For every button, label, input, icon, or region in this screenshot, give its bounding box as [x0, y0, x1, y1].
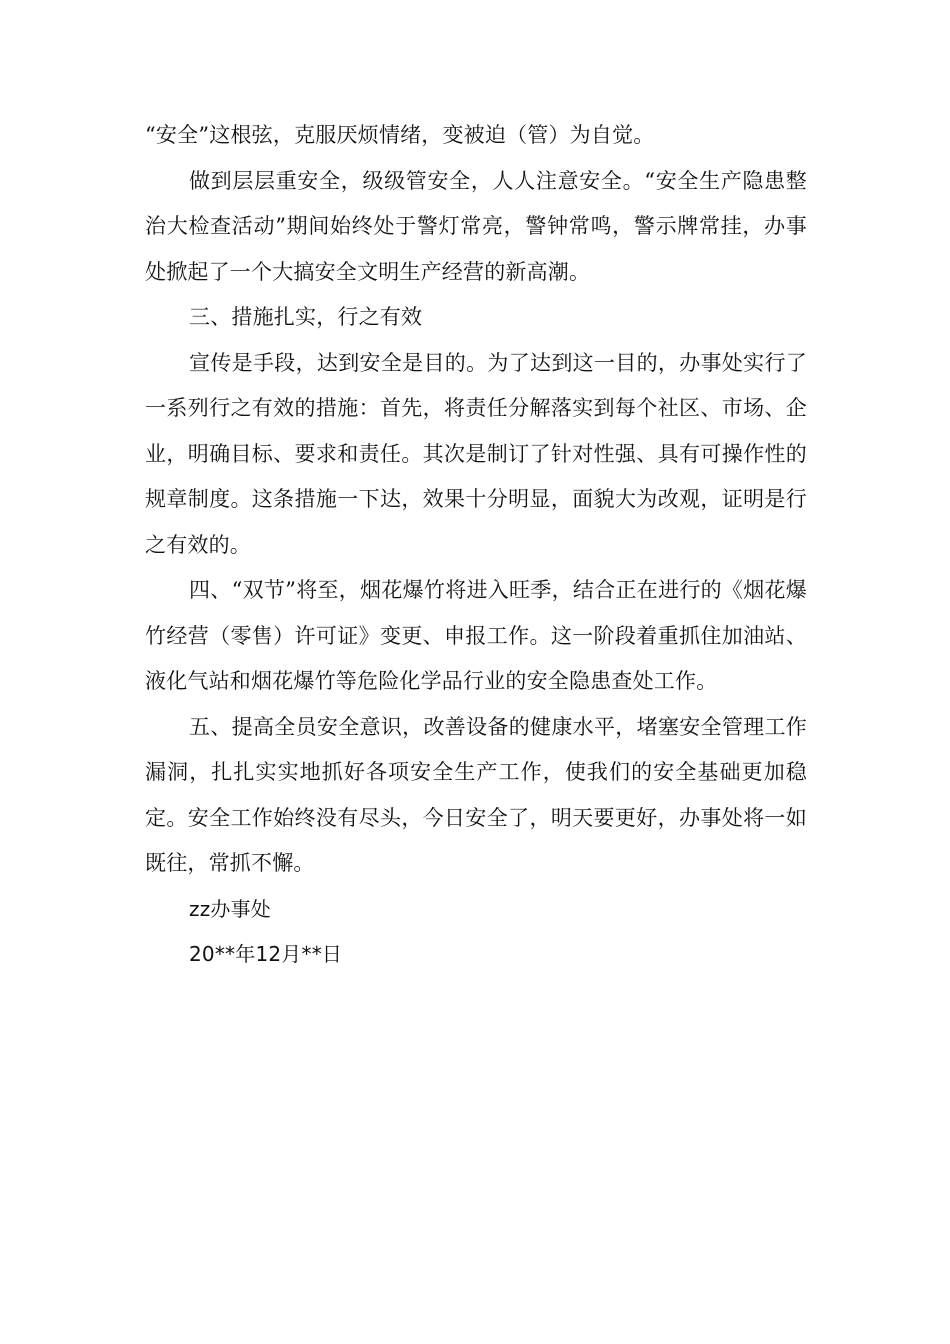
- paragraph-safety-levels: 做到层层重安全，级级管安全，人人注意安全。“安全生产隐患整治大检查活动”期间始终处于警灯常亮，警钟常鸣，警示牌常挂，办事处掀起了一个大搞安全文明生产经营的新高潮。: [145, 168, 807, 284]
- paragraph-measures: 宣传是手段，达到安全是目的。为了达到这一目的，办事处实行了一系列行之有效的措施：首先，将责任分解落实到每个社区、市场、企业，明确目标、要求和责任。其次是制订了针对性强、具有可操作性的规章制度。这条措施一下达，效果十分明显，面貌大为改观，证明是行之有效的。: [145, 350, 807, 557]
- document-body: [145, 113, 807, 978]
- paragraph-awareness: 五、提高全员安全意识，改善设备的健康水平，堵塞安全管理工作漏洞，扎扎实实地抓好各项安全生产工作，使我们的安全基础更加稳定。安全工作始终没有尽头，今日安全了，明天要更好，办事处将一如既往，常抓不懈。: [145, 714, 807, 875]
- signature-date: 20**年12月**日: [189, 942, 343, 966]
- paragraph-continuation: “安全”这根弦，克服厌烦情绪，变被迫（管）为自觉。: [145, 123, 655, 147]
- section-heading-measures: 三、措施扎实，行之有效: [189, 305, 423, 329]
- paragraph-fireworks: 四、“双节”将至，烟花爆竹将进入旺季，结合正在进行的《烟花爆竹经营（零售）许可证》变更、申报工作。这一阶段着重抓住加油站、液化气站和烟花爆竹等危险化学品行业的安全隐患查处工作。: [145, 578, 807, 693]
- signature-organization: zz办事处: [189, 896, 271, 921]
